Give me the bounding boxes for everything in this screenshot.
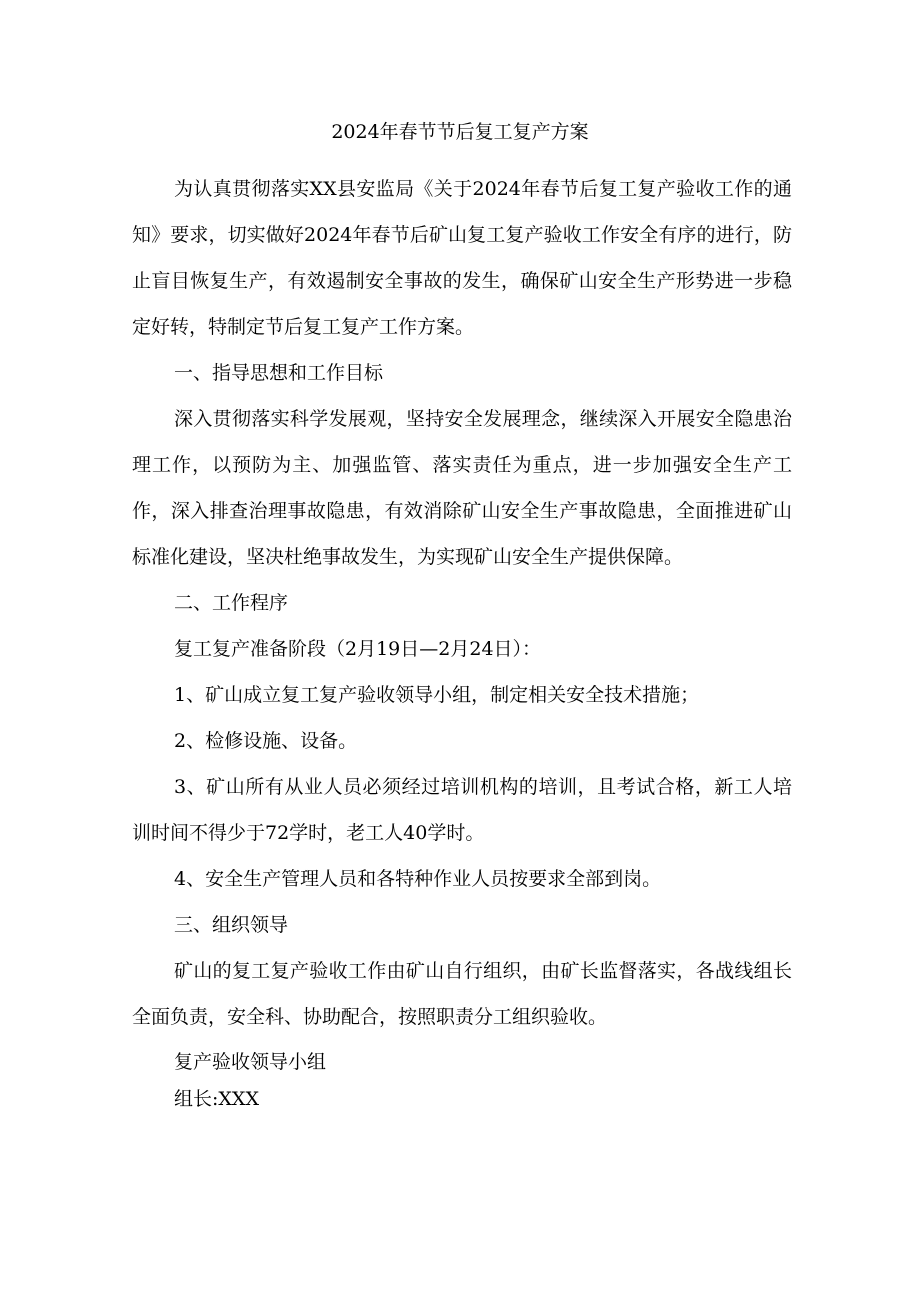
section-heading-organization: 三、组织领导 [174, 914, 289, 936]
paragraph-preparation-phase: 复工复产准备阶段（2月19日—2月24日）： [174, 638, 542, 660]
paragraph-organization: 矿山的复工复产验收工作由矿山自行组织，由矿长监督落实，各战线组长全面负责，安全科、协助配合，按照职责分工组织验收。 [132, 960, 792, 1028]
list-item-2: 2、检修设施、设备。 [174, 730, 358, 752]
document-title: 2024年春节节后复工复产方案 [331, 121, 589, 143]
section-heading-work-procedure: 二、工作程序 [174, 592, 289, 614]
document-body [132, 166, 792, 1118]
list-item-4: 4、安全生产管理人员和各特种作业人员按要求全部到岗。 [174, 868, 662, 890]
leadership-group-heading: 复产验收领导小组 [174, 1051, 327, 1073]
paragraph-guiding-principles: 深入贯彻落实科学发展观，坚持安全发展理念，继续深入开展安全隐患治理工作，以预防为主、加强监管、落实责任为重点，进一步加强安全生产工作，深入排查治理事故隐患，有效消除矿山安全生产事故隐患，全面推进矿山标准化建设，坚决杜绝事故发生，为实现矿山安全生产提供保障。 [132, 408, 792, 568]
section-heading-guiding-principles: 一、指导思想和工作目标 [174, 362, 384, 384]
paragraph-intro: 为认真贯彻落实XX县安监局《关于2024年春节后复工复产验收工作的通知》要求，切实做好2024年春节后矿山复工复产验收工作安全有序的进行，防止盲目恢复生产，有效遏制安全事故的发生，确保矿山安全生产形势进一步稳定好转，特制定节后复工复产工作方案。 [132, 178, 792, 338]
list-item-3: 3、矿山所有从业人员必须经过培训机构的培训，且考试合格，新工人培训时间不得少于72学时，老工人40学时。 [132, 776, 792, 844]
list-item-1: 1、矿山成立复工复产验收领导小组，制定相关安全技术措施； [174, 684, 700, 706]
group-leader-line: 组长:XXX [174, 1088, 259, 1110]
